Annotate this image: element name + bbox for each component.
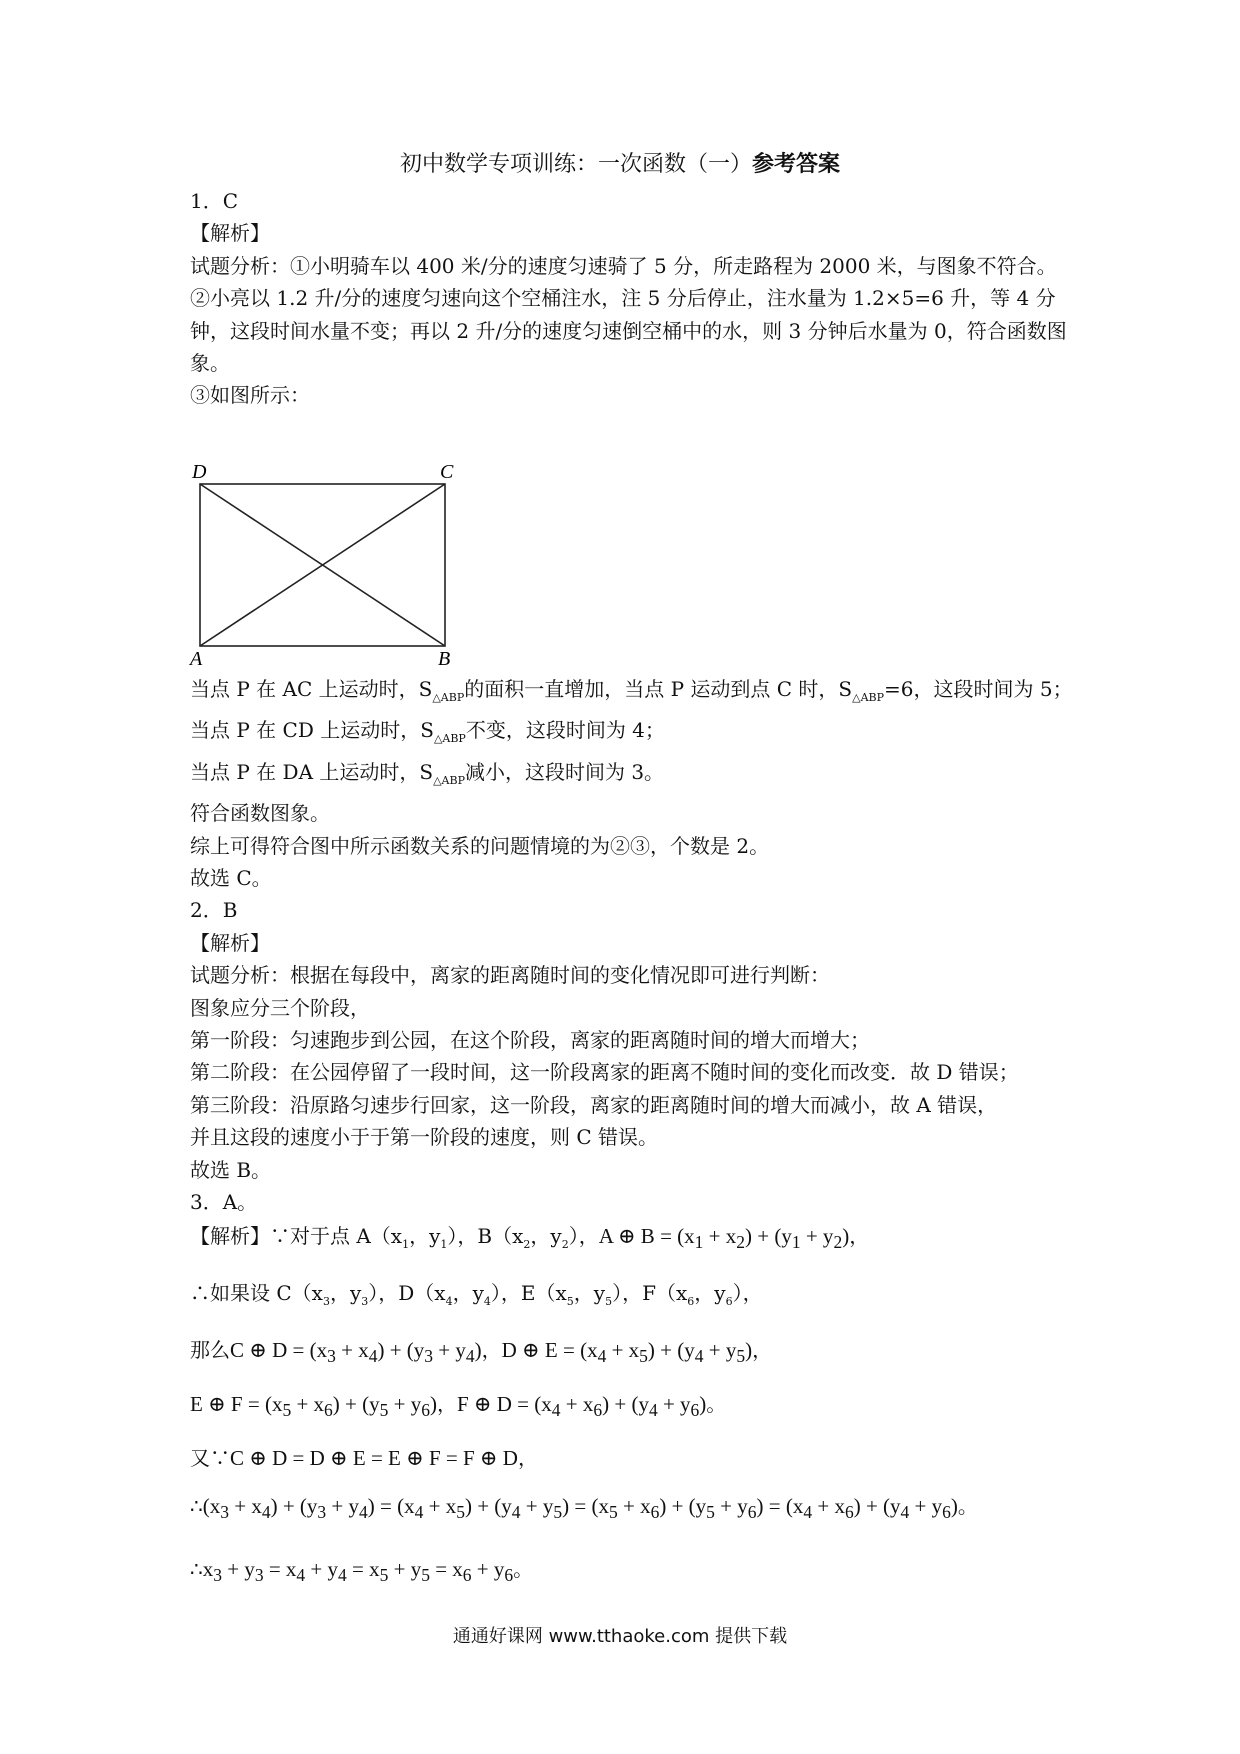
q3-math-5: 又∵C ⊕ D = D ⊕ E = E ⊕ F = F ⊕ D，	[190, 1446, 538, 1471]
page-title	[0, 148, 1240, 181]
q1-choice: 故选 C。	[190, 866, 272, 891]
q2-line-2: 图象应分三个阶段，	[190, 995, 370, 1020]
vertex-label-a: A	[190, 648, 203, 668]
vertex-label-d: D	[192, 461, 207, 483]
q3-math-1: 【解析】∵对于点 $A(x_1$，$y_1$），$B(x_2$，$y_2$），A ⊕ $B = (x_1 + x_2) + (y_1 + y_2)$，	[190, 1224, 870, 1253]
title-bold: 参考答案	[752, 151, 841, 177]
rectangle-diagram	[188, 458, 458, 668]
q2-line-4: 第二阶段：在公园停留了一段时间，这一阶段离家的距离不随时间的变化而改变．故 D 错误；	[190, 1060, 1019, 1085]
q1-section	[190, 185, 1070, 412]
q1-case-cd: 当点 P 在 CD 上运动时，$S_{\triangle ABP}$不变，这段时间为 4；	[190, 718, 665, 746]
q1-answer: 1．C	[190, 189, 239, 213]
q1-analysis-3: ③如图所示：	[190, 383, 310, 408]
q3-derivation	[190, 1212, 1070, 1599]
q1-analysis-1: 试题分析：①小明骑车以 400 米/分的速度匀速骑了 5 分，所走路程为 2000 米，与图象不符合。	[190, 253, 1057, 278]
q3-answer: 3．A。	[190, 1190, 258, 1215]
vertex-label-b: B	[438, 648, 451, 668]
q2-line-3: 第一阶段：匀速跑步到公园，在这个阶段，离家的距离随时间的增大而增大；	[190, 1028, 870, 1053]
title-text: 初中数学专项训练：一次函数（一）	[399, 152, 752, 177]
q1-continuation	[190, 673, 1073, 1219]
q3-math-6: $\therefore(x_3 + x_4) + (y_3 + y_4) = (x_4 + x_5) + (y_4 + y_5) = (x_5 + x_6) + (y_5 + y_6) = (x_4 + x_6) + (y_4 + y_6)$。	[190, 1494, 978, 1523]
q1-case-da: 当点 P 在 DA 上运动时，$S_{\triangle ABP}$减小，这段时间为 3。	[190, 759, 665, 787]
q2-line-7: 故选 B。	[190, 1157, 272, 1182]
q3-math-7: $\therefore x_3 + y_3 = x_4 + y_4 = x_5 + y_5 = x_6 + y_6$。	[190, 1556, 534, 1585]
q1-analysis-2: ②小亮以 1.2 升/分的速度匀速向这个空桶注水，注 5 分后停止，注水量为 1.2×5=6 升，等 4 分钟，这段时间水量不变；再以 2 升/分的速度匀速倒空桶中的水，则 3 分钟后水量为 0，符合函数图象。	[190, 286, 1067, 376]
page-footer: 通通好课网 www.tthaoke.com 提供下载	[452, 1626, 788, 1647]
q2-line-5: 第三阶段：沿原路匀速步行回家，这一阶段，离家的距离随时间的增大而减小，故 A 错误，	[190, 1092, 998, 1117]
q1-summary: 综上可得符合图中所示函数关系的问题情境的为②③，个数是 2。	[190, 833, 770, 858]
q3-math-4: E ⊕ $F = (x_5 + x_6) + (y_5 + y_6)$，F ⊕ $D = (x_4 + x_6) + (y_4 + y_6)$。	[190, 1392, 727, 1421]
q1-fits: 符合函数图象。	[190, 801, 330, 826]
q1-analysis-label: 【解析】	[190, 221, 270, 246]
vertex-label-c: C	[440, 461, 454, 483]
q3-math-2: ∴如果设 $C(x_3$，$y_3$），$D(x_4$，$y_4$），$E(x_5$，$y_5$），$F(x_6$，$y_6$），	[190, 1281, 763, 1308]
q2-line-1: 试题分析：根据在每段中，离家的距离随时间的变化情况即可进行判断：	[190, 963, 830, 988]
q2-analysis-label: 【解析】	[190, 930, 270, 955]
q2-answer: 2．B	[190, 898, 238, 923]
q1-case-ac: 当点 P 在 AC 上运动时，$S_{\triangle ABP}$的面积一直增加，当点 P 运动到点 C 时，$S_{\triangle ABP}=6$，这段时间为 5；	[190, 677, 1073, 704]
q3-math-3: 那么C ⊕ $D = (x_3 + x_4) + (y_3 + y_4)$，D ⊕ $E = (x_4 + x_5) + (y_4 + y_5)$，	[190, 1338, 773, 1367]
q2-line-6: 并且这段的速度小于于第一阶段的速度，则 C 错误。	[190, 1125, 659, 1150]
